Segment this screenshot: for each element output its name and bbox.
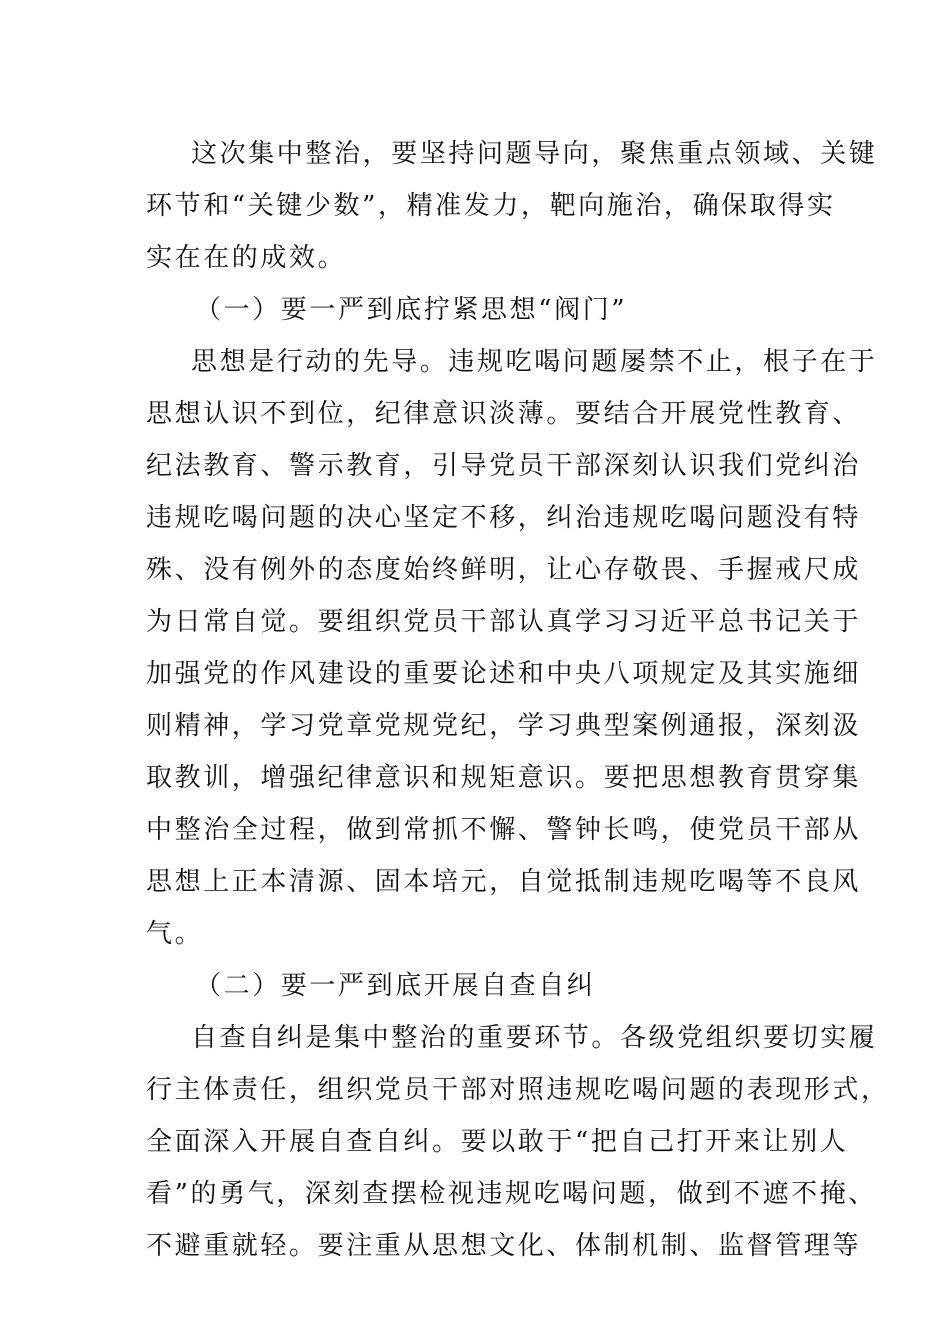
text-line: 行主体责任，组织党员干部对照违规吃喝问题的表现形式， [146,1075,890,1105]
text-line: 思想上正本清源、固本培元，自觉抵制违规吃喝等不良风 [146,867,862,897]
section-heading-1: （一）要一严到底拧紧思想“阀门” [195,295,628,325]
text-line: 这次集中整治，要坚持问题导向，聚焦重点领域、关键 [191,139,878,169]
text-line: 自查自纠是集中整治的重要环节。各级党组织要切实履 [191,1023,878,1053]
paragraph-thought [146,336,878,960]
section-heading-2: （二）要一严到底开展自查自纠 [195,971,596,1001]
text-line: 加强党的作风建设的重要论述和中央八项规定及其实施细 [146,659,862,689]
text-line: 取教训，增强纪律意识和规矩意识。要把思想教育贯穿集 [146,763,862,793]
paragraph-self-check [146,1012,890,1272]
paragraph-intro [146,128,878,284]
text-line: 思想是行动的先导。违规吃喝问题屡禁不止，根子在于 [191,347,878,377]
text-line: 全面深入开展自查自纠。要以敢于“把自己打开来让别人 [146,1127,849,1157]
document-body [146,128,890,1272]
text-line: 实在在的成效。 [146,243,347,273]
text-line: 环节和“关键少数”，精准发力，靶向施治，确保取得实 [146,191,836,221]
text-line: 气。 [146,919,204,949]
text-line: 中整治全过程，做到常抓不懈、警钟长鸣，使党员干部从 [146,815,862,845]
text-line: 看”的勇气，深刻查摆检视违规吃喝问题，做到不遮不掩、 [146,1179,877,1209]
text-line: 殊、没有例外的态度始终鲜明，让心存敬畏、手握戒尺成 [146,555,862,585]
text-line: 纪法教育、警示教育，引导党员干部深刻认识我们党纠治 [146,451,862,481]
text-line: 思想认识不到位，纪律意识淡薄。要结合开展党性教育、 [146,399,862,429]
text-line: 不避重就轻。要注重从思想文化、体制机制、监督管理等 [146,1231,862,1261]
text-line: 为日常自觉。要组织党员干部认真学习习近平总书记关于 [146,607,862,637]
text-line: 违规吃喝问题的决心坚定不移，纠治违规吃喝问题没有特 [146,503,862,533]
text-line: 则精神，学习党章党规党纪，学习典型案例通报，深刻汲 [146,711,862,741]
